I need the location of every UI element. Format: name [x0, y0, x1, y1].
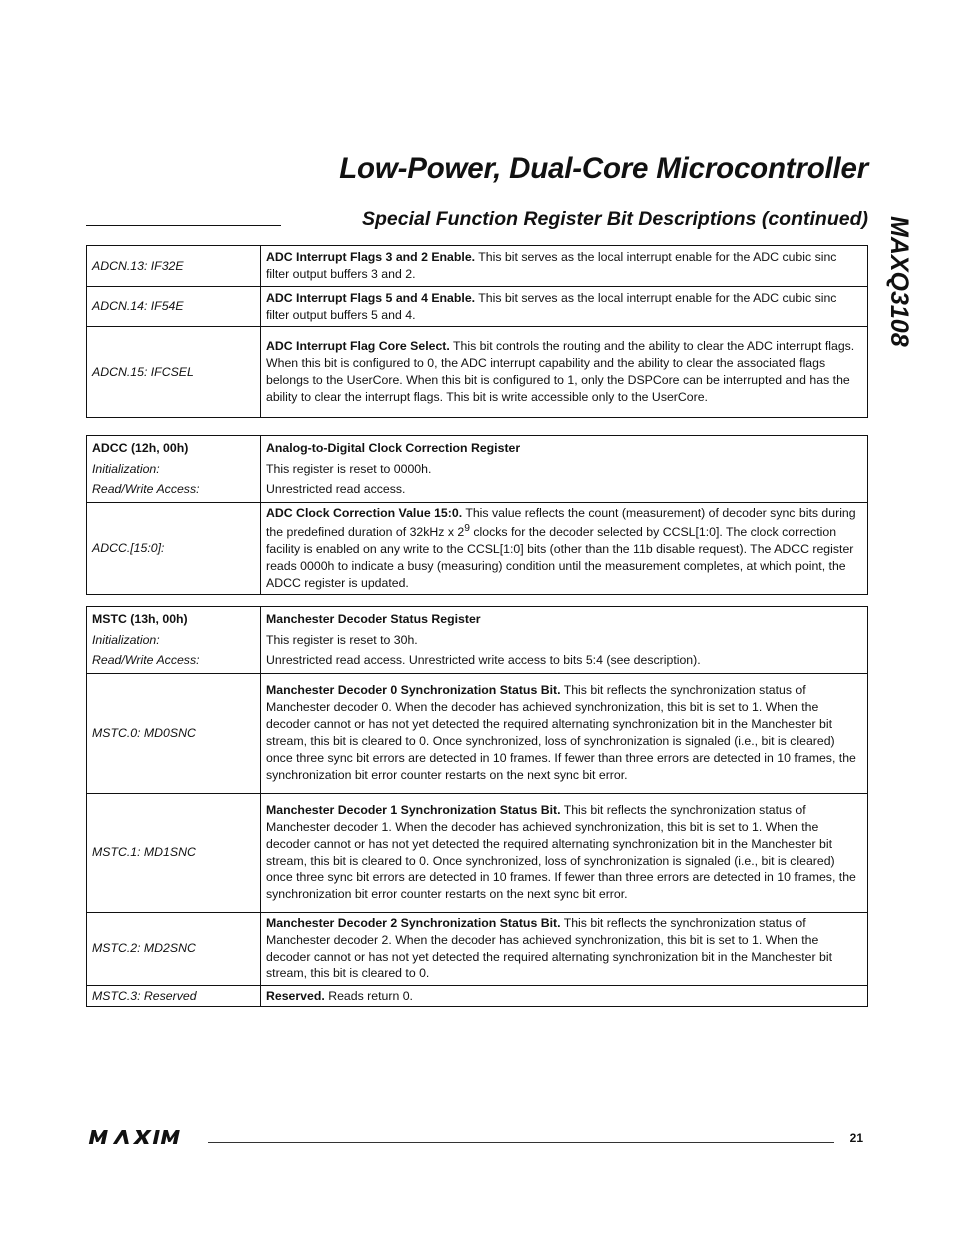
- side-part-number-text: MAXQ3108: [885, 216, 913, 347]
- register-header-values: [261, 436, 868, 503]
- page-title: Low-Power, Dual-Core Microcontroller: [339, 152, 868, 185]
- bit-label: ADCC.[15:0]:: [87, 502, 261, 595]
- register-header-row: [87, 607, 868, 674]
- mstc-register-table: [86, 606, 868, 1007]
- bit-label: ADCN.14: IF54E: [87, 287, 261, 327]
- bit-title: Manchester Decoder 0 Synchronization Status Bit.: [266, 683, 561, 698]
- table-row: [87, 327, 868, 418]
- bit-description: [261, 287, 868, 327]
- bit-description: [261, 673, 868, 793]
- bit-description: [261, 985, 868, 1007]
- footer-rule: [208, 1142, 834, 1143]
- register-full-name: Analog-to-Digital Clock Correction Register: [266, 441, 521, 455]
- bit-description: [261, 793, 868, 912]
- bit-text: This value reflects the count (measurement) of decoder sync bits during the predefined duration of 32kHz x 2: [266, 505, 856, 540]
- register-full-name: Manchester Decoder Status Register: [266, 612, 481, 626]
- bit-text: This bit reflects the synchronization status of Manchester decoder 1. When the decoder has achieved synchronization, this bit is set to 1. When the decoder cannot or has not yet detected the required alternating synchronization bit in the Manchester bit stream, this bit is cleared to 0. Once synchronized, loss of synchronization is signaled (i.e., bit is cleared) once three sync bit errors are detected in 10 frames. If fewer than three errors are detected in 10 frames, the synchronization bit error counter restarts on the next sync bit error.: [266, 802, 856, 902]
- bit-title: Reserved.: [266, 988, 325, 1003]
- bit-title: ADC Interrupt Flag Core Select.: [266, 339, 450, 354]
- section-title: Special Function Register Bit Descriptions (continued): [362, 208, 868, 230]
- bit-description: [261, 502, 868, 595]
- bit-text: This bit reflects the synchronization status of Manchester decoder 0. When the decoder has achieved synchronization, this bit is set to 1. When the decoder cannot or has not yet detected the required alternating synchronization bit in the Manchester bit stream, this bit is cleared to 0. Once synchronized, loss of synchronization is signaled (i.e., bit is cleared) once three sync bit errors are detected in 10 frames. If fewer than three errors are detected in 10 frames, the synchronization bit error counter restarts on the next sync bit error.: [266, 683, 856, 782]
- table-row: [87, 246, 868, 287]
- bit-description: [261, 246, 868, 287]
- page-number: 21: [849, 1131, 863, 1145]
- register-header-labels: [87, 436, 261, 503]
- exponent: 9: [464, 523, 470, 535]
- adcc-register-table: [86, 435, 868, 595]
- table-row: [87, 912, 868, 985]
- table-row: [87, 985, 868, 1007]
- initialization-label: Initialization:: [92, 461, 160, 476]
- bit-title: ADC Clock Correction Value 15:0.: [266, 505, 463, 520]
- adcn-bits-table: [86, 245, 868, 418]
- bit-text: This bit controls the routing and the ability to clear the ADC interrupt flags. When this bit is configured to 0, the ADC interrupt capability and the ability to clear the associated flags belongs to the UserCore. When this bit is configured to 1, only the DSPCore can be interrupted and has the ability to clear the interrupt flags. This bit is write accessible only to the UserCore.: [266, 339, 855, 404]
- access-value: Unrestricted read access.: [266, 482, 406, 496]
- table-row: [87, 793, 868, 912]
- bit-text: This bit reflects the synchronization status of Manchester decoder 2. When the decoder has achieved synchronization, this bit is set to 1. When the decoder cannot or has not yet detected the required alternating synchronization bit in the Manchester bit stream, this bit is cleared to 0.: [266, 915, 833, 981]
- bit-text: This bit serves as the local interrupt enable for the ADC cubic sinc filter output buffers 3 and 2.: [266, 250, 837, 281]
- register-header-row: [87, 436, 868, 503]
- bit-text: Reads return 0.: [324, 988, 413, 1003]
- register-name-address: ADCC (12h, 00h): [92, 441, 189, 455]
- initialization-label: Initialization:: [92, 632, 160, 647]
- bit-label: MSTC.2: MD2SNC: [87, 912, 261, 985]
- bit-label: MSTC.0: MD0SNC: [87, 673, 261, 793]
- table-row: [87, 287, 868, 327]
- register-header-values: [261, 607, 868, 674]
- bit-label: ADCN.15: IFCSEL: [87, 327, 261, 418]
- section-rule: [86, 225, 281, 226]
- access-value: Unrestricted read access. Unrestricted write access to bits 5:4 (see description).: [266, 653, 701, 667]
- table-row: [87, 502, 868, 595]
- maxim-logo: [86, 1129, 198, 1145]
- side-part-number: [884, 216, 914, 396]
- bit-title: Manchester Decoder 2 Synchronization Status Bit.: [266, 915, 561, 930]
- initialization-value: This register is reset to 0000h.: [266, 461, 432, 476]
- access-label: Read/Write Access:: [92, 482, 200, 496]
- bit-title: ADC Interrupt Flags 5 and 4 Enable.: [266, 290, 476, 305]
- initialization-value: This register is reset to 30h.: [266, 632, 418, 647]
- bit-title: Manchester Decoder 1 Synchronization Status Bit.: [266, 802, 561, 817]
- register-name-address: MSTC (13h, 00h): [92, 612, 188, 626]
- bit-text: This bit serves as the local interrupt enable for the ADC cubic sinc filter output buffers 5 and 4.: [266, 290, 837, 322]
- bit-description: [261, 912, 868, 985]
- bit-text-continued: clocks for the decoder selected by CCSL[1:0]. The clock correction facility is enabled on any write to the CCSL[1:0] bits (other than the 11b disable request). The ADCC register reads 0000h to indicate a busy (measuring) condition until the measurement completes, at which point, the ADCC register is updated.: [266, 525, 854, 591]
- table-row: [87, 673, 868, 793]
- register-header-labels: [87, 607, 261, 674]
- bit-description: [261, 327, 868, 418]
- bit-title: ADC Interrupt Flags 3 and 2 Enable.: [266, 250, 476, 265]
- bit-label: ADCN.13: IF32E: [87, 246, 261, 287]
- access-label: Read/Write Access:: [92, 653, 200, 667]
- bit-label: MSTC.3: Reserved: [87, 985, 261, 1007]
- bit-label: MSTC.1: MD1SNC: [87, 793, 261, 912]
